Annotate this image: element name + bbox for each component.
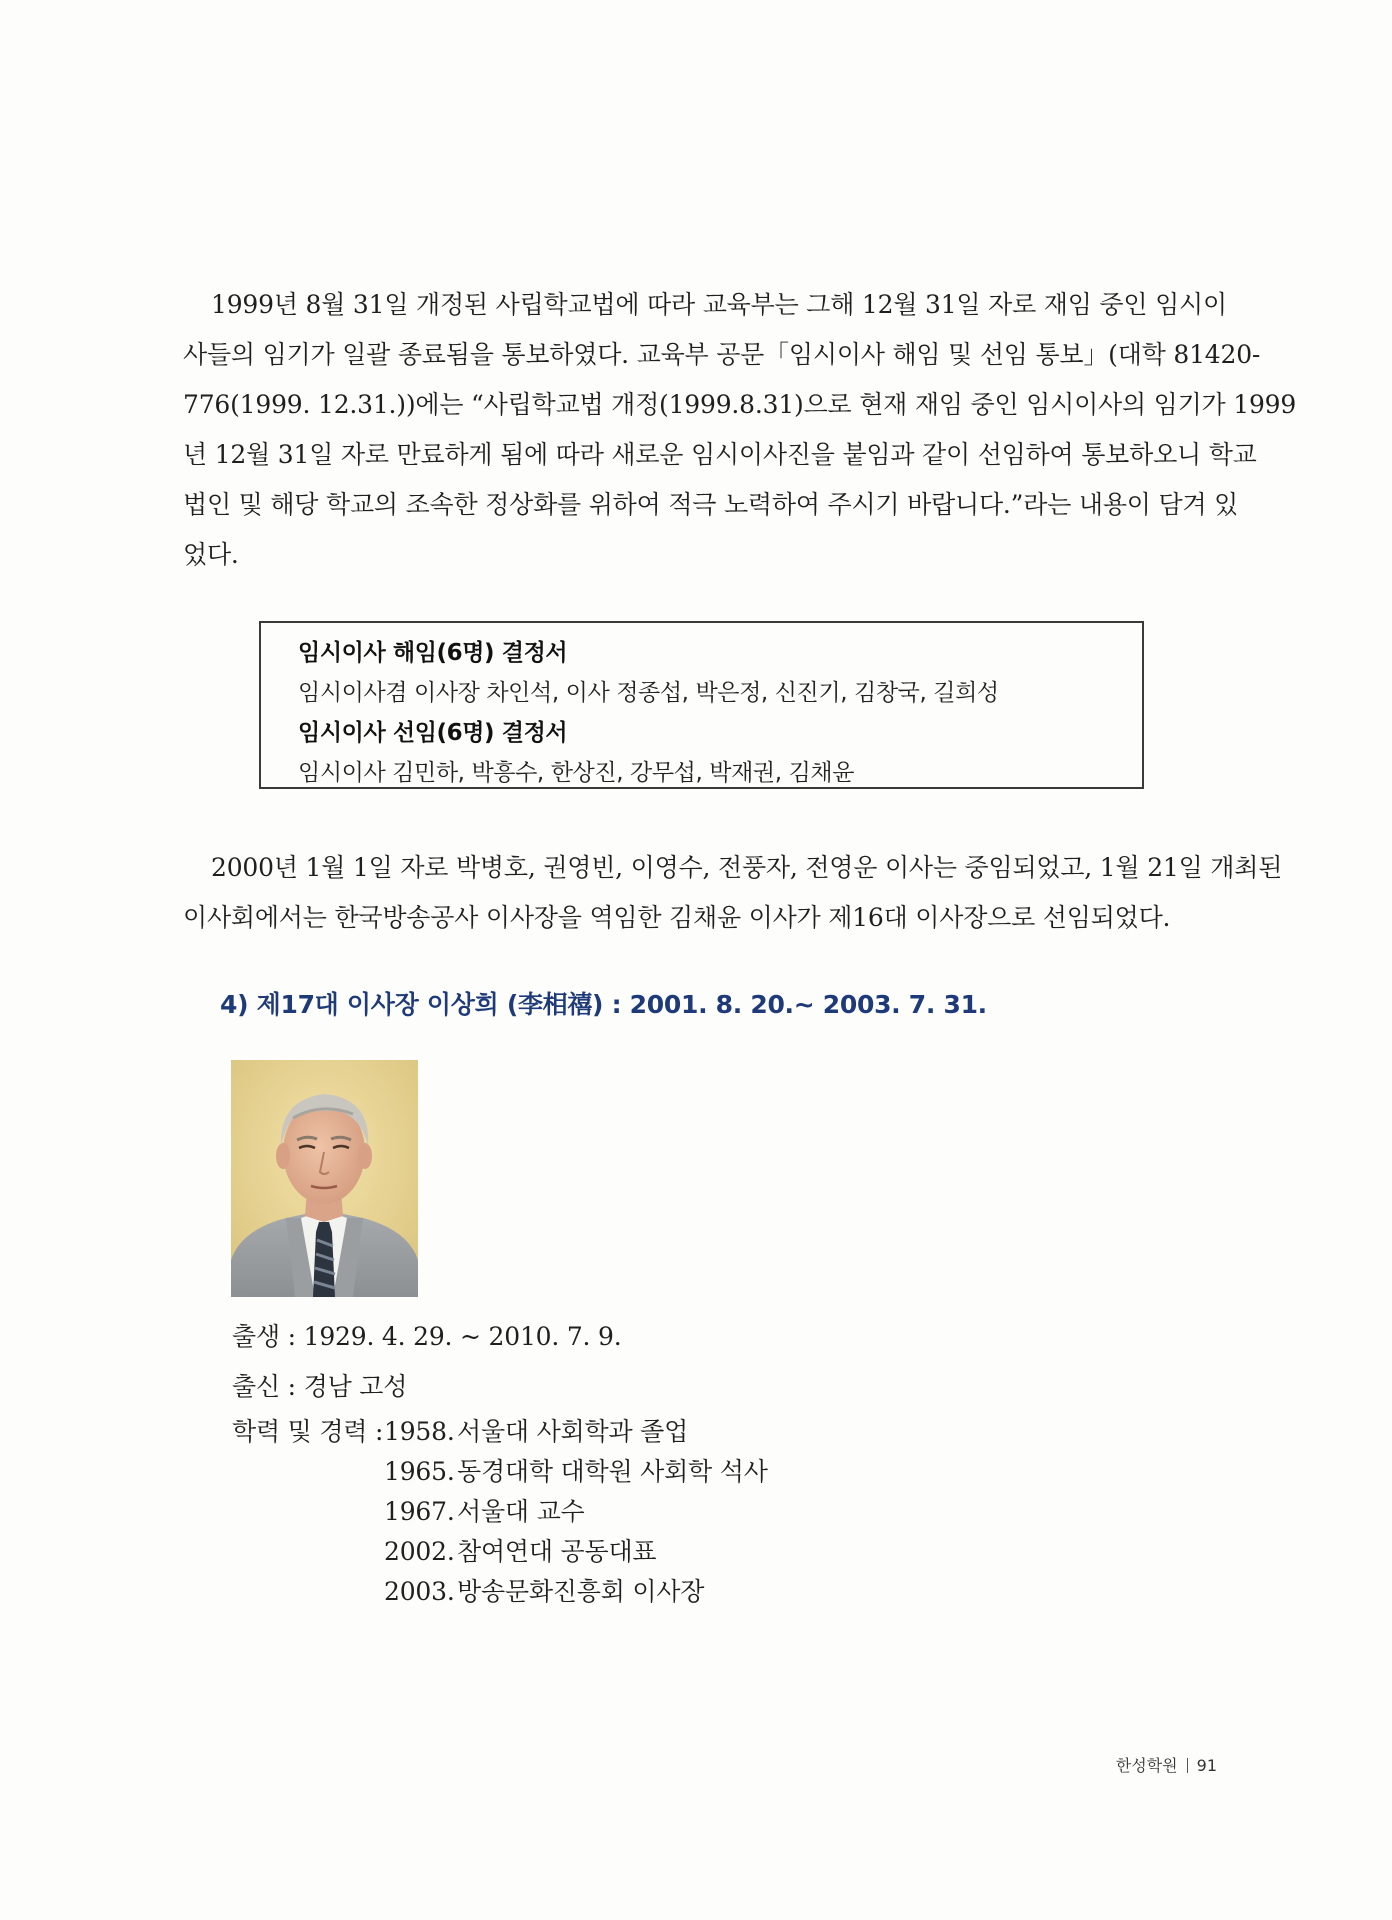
origin-line: 출신 : 경남 고성 (232, 1372, 408, 1401)
career-item (232, 1492, 622, 1532)
career-desc: 참여연대 공동대표 (457, 1537, 657, 1566)
page-footer (1116, 1753, 1217, 1776)
career-desc: 서울대 교수 (457, 1497, 585, 1526)
career-year: 2003. (384, 1577, 455, 1606)
publication-name: 한성학원 (1115, 1756, 1178, 1775)
appointment-text: 임시이사 김민하, 박흥수, 한상진, 강무섭, 박재권, 김채윤 (298, 760, 855, 786)
paragraph-line: 2000년 1월 1일 자로 박병호, 권영빈, 이영수, 전풍자, 전영운 이사는 중임되었고, 1월 21일 개최된 (211, 853, 1283, 882)
career-year: 1967. (384, 1497, 455, 1526)
career-item (232, 1572, 705, 1612)
career-desc: 방송문화진흥회 이사장 (457, 1577, 705, 1606)
intro-paragraph (183, 280, 1297, 580)
career-year: 1965. (384, 1457, 455, 1486)
career-year: 2002. (384, 1537, 455, 1566)
career-label: 학력 및 경력 : (232, 1417, 384, 1446)
page-number: 91 (1196, 1756, 1217, 1775)
paragraph-line: 법인 및 해당 학교의 조속한 정상화를 위하여 적극 노력하여 주시기 바랍니다.”라는 내용이 담겨 있 (183, 490, 1239, 519)
career-year: 1958. (384, 1417, 455, 1446)
career-item (232, 1532, 657, 1572)
appointment-heading: 임시이사 선임(6명) 결정서 (298, 720, 568, 746)
dismissal-heading: 임시이사 해임(6명) 결정서 (298, 640, 568, 666)
section-heading: 4) 제17대 이사장 이상희 (李相禧) : 2001. 8. 20.~ 2003. 7. 31. (220, 990, 987, 1019)
footer-divider (1187, 1758, 1188, 1773)
career-desc: 서울대 사회학과 졸업 (457, 1417, 689, 1446)
biography (232, 1312, 768, 1612)
paragraph-line: 776(1999. 12.31.))에는 “사립학교법 개정(1999.8.31)으로 현재 재임 중인 임시이사의 임기가 1999 (183, 390, 1297, 419)
birth-line: 출생 : 1929. 4. 29. ~ 2010. 7. 9. (232, 1322, 622, 1351)
career-item (232, 1452, 768, 1492)
career-list (232, 1412, 768, 1612)
paragraph-line: 사들의 임기가 일괄 종료됨을 통보하였다. 교육부 공문「임시이사 해임 및 선임 통보」(대학 81420- (183, 340, 1261, 369)
paragraph-line: 년 12월 31일 자로 만료하게 됨에 따라 새로운 임시이사진을 붙임과 같이 선임하여 통보하오니 학교 (183, 440, 1257, 469)
decision-box (259, 621, 1144, 789)
paragraph-line: 었다. (183, 540, 239, 569)
portrait-photo (231, 1060, 418, 1297)
paragraph-line: 1999년 8월 31일 개정된 사립학교법에 따라 교육부는 그해 12월 31일 자로 재임 중인 임시이 (211, 290, 1227, 319)
dismissal-text: 임시이사겸 이사장 차인석, 이사 정종섭, 박은정, 신진기, 김창국, 길희성 (298, 680, 999, 706)
reappointment-paragraph (183, 843, 1283, 943)
career-item (232, 1412, 689, 1452)
paragraph-line: 이사회에서는 한국방송공사 이사장을 역임한 김채윤 이사가 제16대 이사장으로 선임되었다. (183, 903, 1171, 932)
career-desc: 동경대학 대학원 사회학 석사 (457, 1457, 768, 1486)
